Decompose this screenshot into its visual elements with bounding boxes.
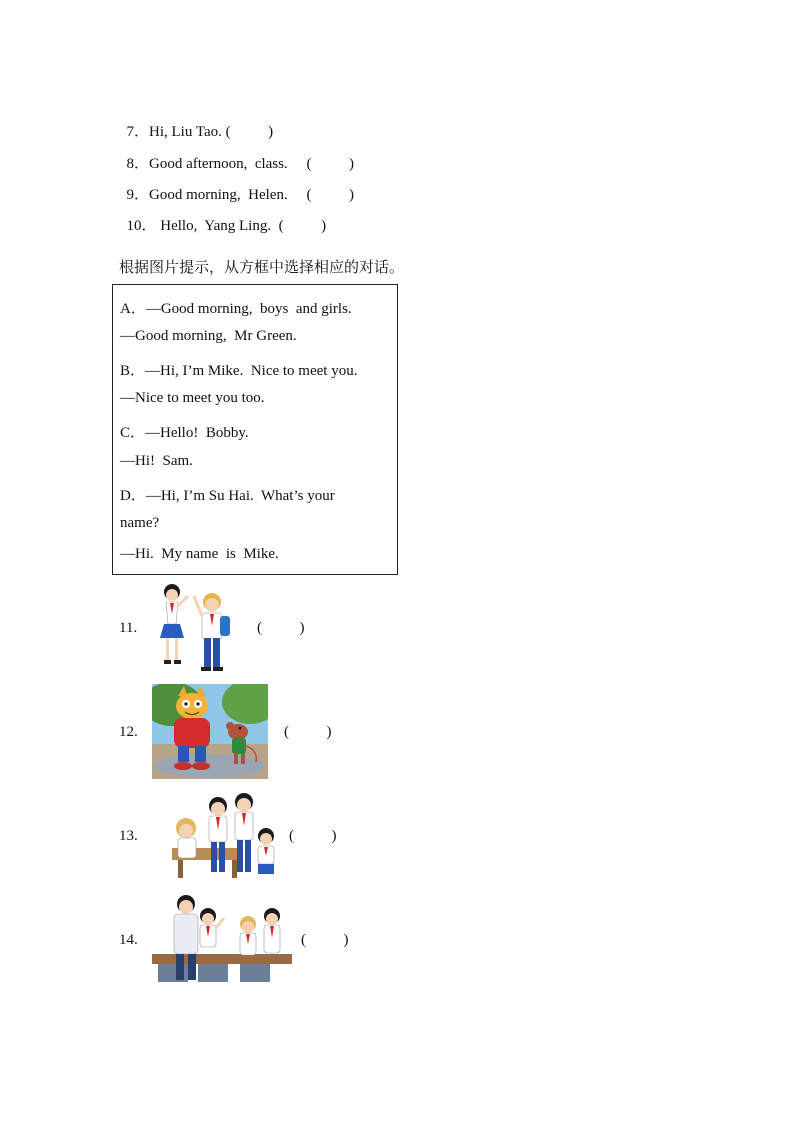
choice-line: name?	[120, 515, 160, 531]
question-text: Hello, Yang Ling. ( )	[156, 218, 327, 234]
choice-line: —Good morning, Mr Green.	[120, 328, 297, 344]
question-10	[119, 197, 326, 235]
choice-line: B．—Hi, I’m Mike. Nice to meet you.	[120, 363, 358, 379]
picture-question-number: 12.	[119, 724, 138, 740]
choice-line: —Hi! Sam.	[120, 453, 193, 469]
picture-question-number: 11.	[119, 620, 138, 636]
answer-blank[interactable]: ( )	[257, 620, 305, 636]
picture-question-number: 13.	[119, 828, 138, 844]
students-meeting-in-classroom-image	[152, 788, 282, 883]
answer-blank[interactable]: ( )	[301, 932, 349, 948]
teacher-greeting-class-image	[152, 892, 292, 984]
answer-blank[interactable]: ( )	[284, 724, 332, 740]
question-text: Good morning, Helen. ( )	[149, 187, 354, 203]
question-text: Good afternoon, class. ( )	[149, 156, 354, 172]
question-number: 8．	[126, 156, 150, 172]
choice-line: D．—Hi, I’m Su Hai. What’s your	[120, 488, 335, 504]
dialogue-choice-box	[112, 284, 398, 575]
question-number: 9．	[126, 187, 150, 203]
choice-line: C．—Hello! Bobby.	[120, 425, 249, 441]
choice-line: —Nice to meet you too.	[120, 390, 265, 406]
two-children-greeting-image	[152, 578, 240, 676]
cat-and-mouse-cartoon-image	[152, 684, 268, 779]
choice-line: —Hi. My name is Mike.	[120, 546, 279, 562]
question-number: 10．	[126, 218, 157, 234]
section-instruction: 根据图片提示，从方框中选择相应的对话。	[119, 258, 405, 276]
picture-question-number: 14.	[119, 932, 138, 948]
answer-blank[interactable]: ( )	[289, 828, 337, 844]
question-number: 7．	[126, 124, 150, 140]
choice-line: A．—Good morning, boys and girls.	[120, 301, 352, 317]
question-text: Hi, Liu Tao. ( )	[149, 124, 274, 140]
